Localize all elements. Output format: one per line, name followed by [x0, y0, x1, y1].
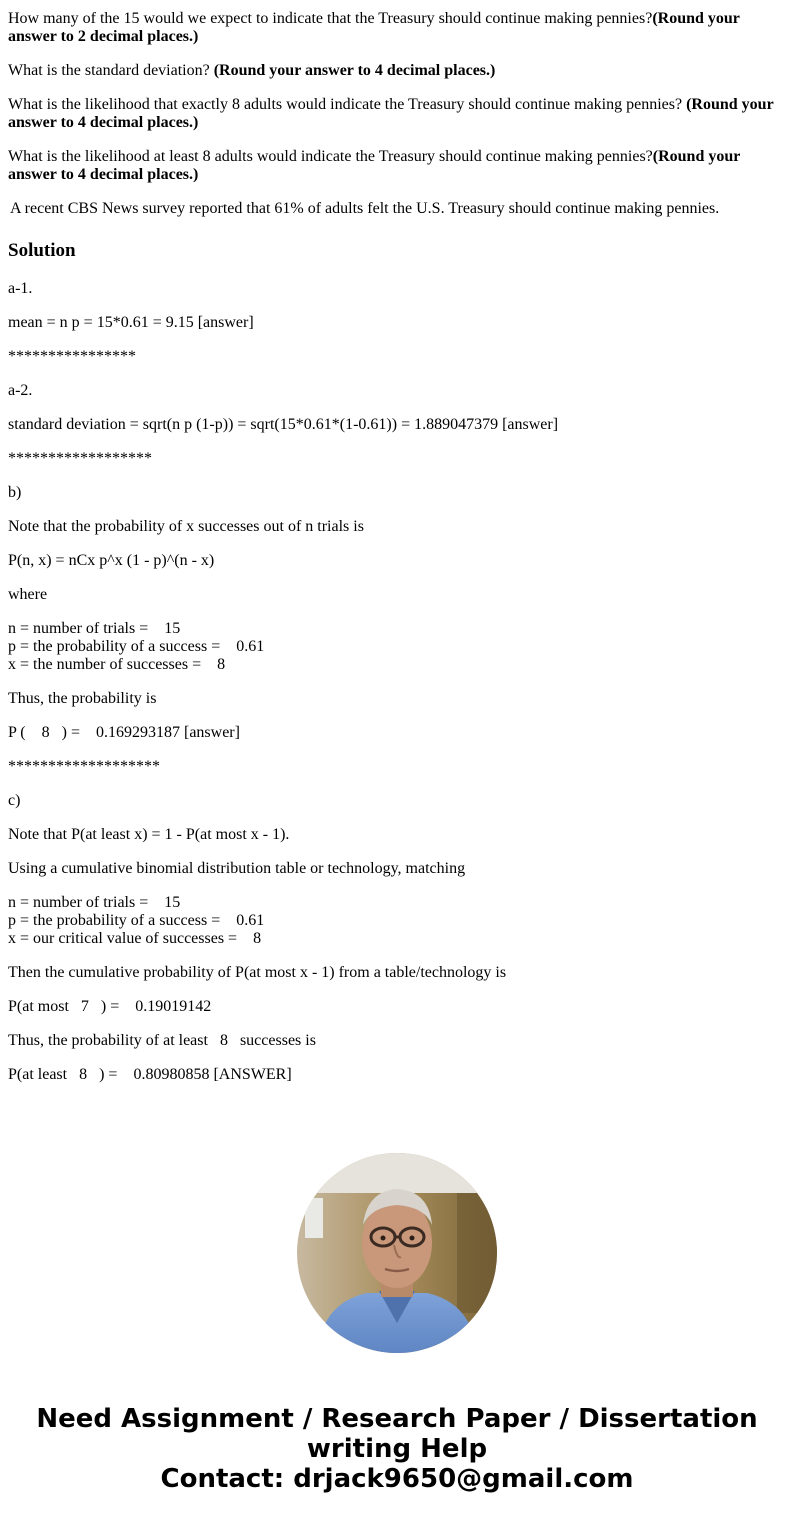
question-1-instruction: (Round your answer to 2 decimal places.)	[8, 10, 740, 45]
part-b-label: b)	[8, 484, 22, 501]
part-c-x: x = our critical value of successes = 8	[8, 930, 262, 947]
part-b-x: x = the number of successes = 8	[8, 656, 226, 673]
part-b-thus: Thus, the probability is	[8, 690, 157, 707]
part-b-parameters	[8, 620, 786, 674]
question-4	[8, 148, 786, 184]
question-2	[8, 62, 786, 80]
part-c-thus: Thus, the probability of at least 8 successes is	[8, 1032, 316, 1049]
part-c-note: Note that P(at least x) = 1 - P(at most x - 1).	[8, 826, 290, 843]
part-c-parameters	[8, 894, 786, 948]
part-a2-label: a-2.	[8, 382, 33, 399]
solution-heading: Solution	[8, 240, 76, 261]
part-c-label: c)	[8, 792, 21, 809]
question-3-text: What is the likelihood that exactly 8 adults would indicate the Treasury should continue making pennies?	[8, 96, 687, 113]
footer-line-1: Need Assignment / Research Paper / Dissertation	[36, 1404, 758, 1434]
question-1-text: How many of the 15 would we expect to indicate that the Treasury should continue making pennies?	[8, 10, 653, 27]
question-4-instruction: (Round your answer to 4 decimal places.)	[8, 148, 741, 183]
part-c-at-most: P(at most 7 ) = 0.19019142	[8, 998, 212, 1015]
author-portrait-image	[297, 1153, 497, 1353]
part-c-n: n = number of trials = 15	[8, 894, 181, 911]
footer-contact-email: Contact: drjack9650@gmail.com	[160, 1464, 634, 1494]
survey-intro: A recent CBS News survey reported that 61% of adults felt the U.S. Treasury should continue making pennies.	[10, 200, 720, 217]
question-2-instruction: (Round your answer to 4 decimal places.)	[213, 62, 496, 79]
footer-line-2: writing Help	[306, 1434, 488, 1464]
part-b-result: P ( 8 ) = 0.169293187 [answer]	[8, 724, 240, 741]
contact-footer	[0, 1404, 794, 1494]
part-c-p: p = the probability of a success = 0.61	[8, 912, 265, 929]
part-c-then: Then the cumulative probability of P(at most x - 1) from a table/technology is	[8, 964, 507, 981]
question-2-text: What is the standard deviation?	[8, 62, 214, 79]
separator: ******************	[8, 450, 152, 467]
part-b-formula: P(n, x) = nCx p^x (1 - p)^(n - x)	[8, 552, 215, 569]
part-a1-mean: mean = n p = 15*0.61 = 9.15 [answer]	[8, 314, 254, 331]
part-b-n: n = number of trials = 15	[8, 620, 181, 637]
part-c-result: P(at least 8 ) = 0.80980858 [ANSWER]	[8, 1066, 292, 1083]
part-a1-label: a-1.	[8, 280, 33, 297]
part-b-note: Note that the probability of x successes out of n trials is	[8, 518, 364, 535]
question-4-text: What is the likelihood at least 8 adults would indicate the Treasury should continue making pennies?	[8, 148, 653, 165]
part-c-using: Using a cumulative binomial distribution table or technology, matching	[8, 860, 466, 877]
part-b-where: where	[8, 586, 48, 603]
question-3-instruction: (Round your answer to 4 decimal places.)	[8, 96, 774, 131]
part-a2-sd: standard deviation = sqrt(n p (1-p)) = sqrt(15*0.61*(1-0.61)) = 1.889047379 [answer]	[8, 416, 559, 433]
question-1	[8, 10, 786, 46]
author-avatar	[297, 1153, 497, 1353]
part-b-p: p = the probability of a success = 0.61	[8, 638, 265, 655]
separator: ****************	[8, 348, 136, 365]
question-3	[8, 96, 786, 132]
solution-body	[8, 280, 786, 1084]
separator: *******************	[8, 758, 160, 775]
